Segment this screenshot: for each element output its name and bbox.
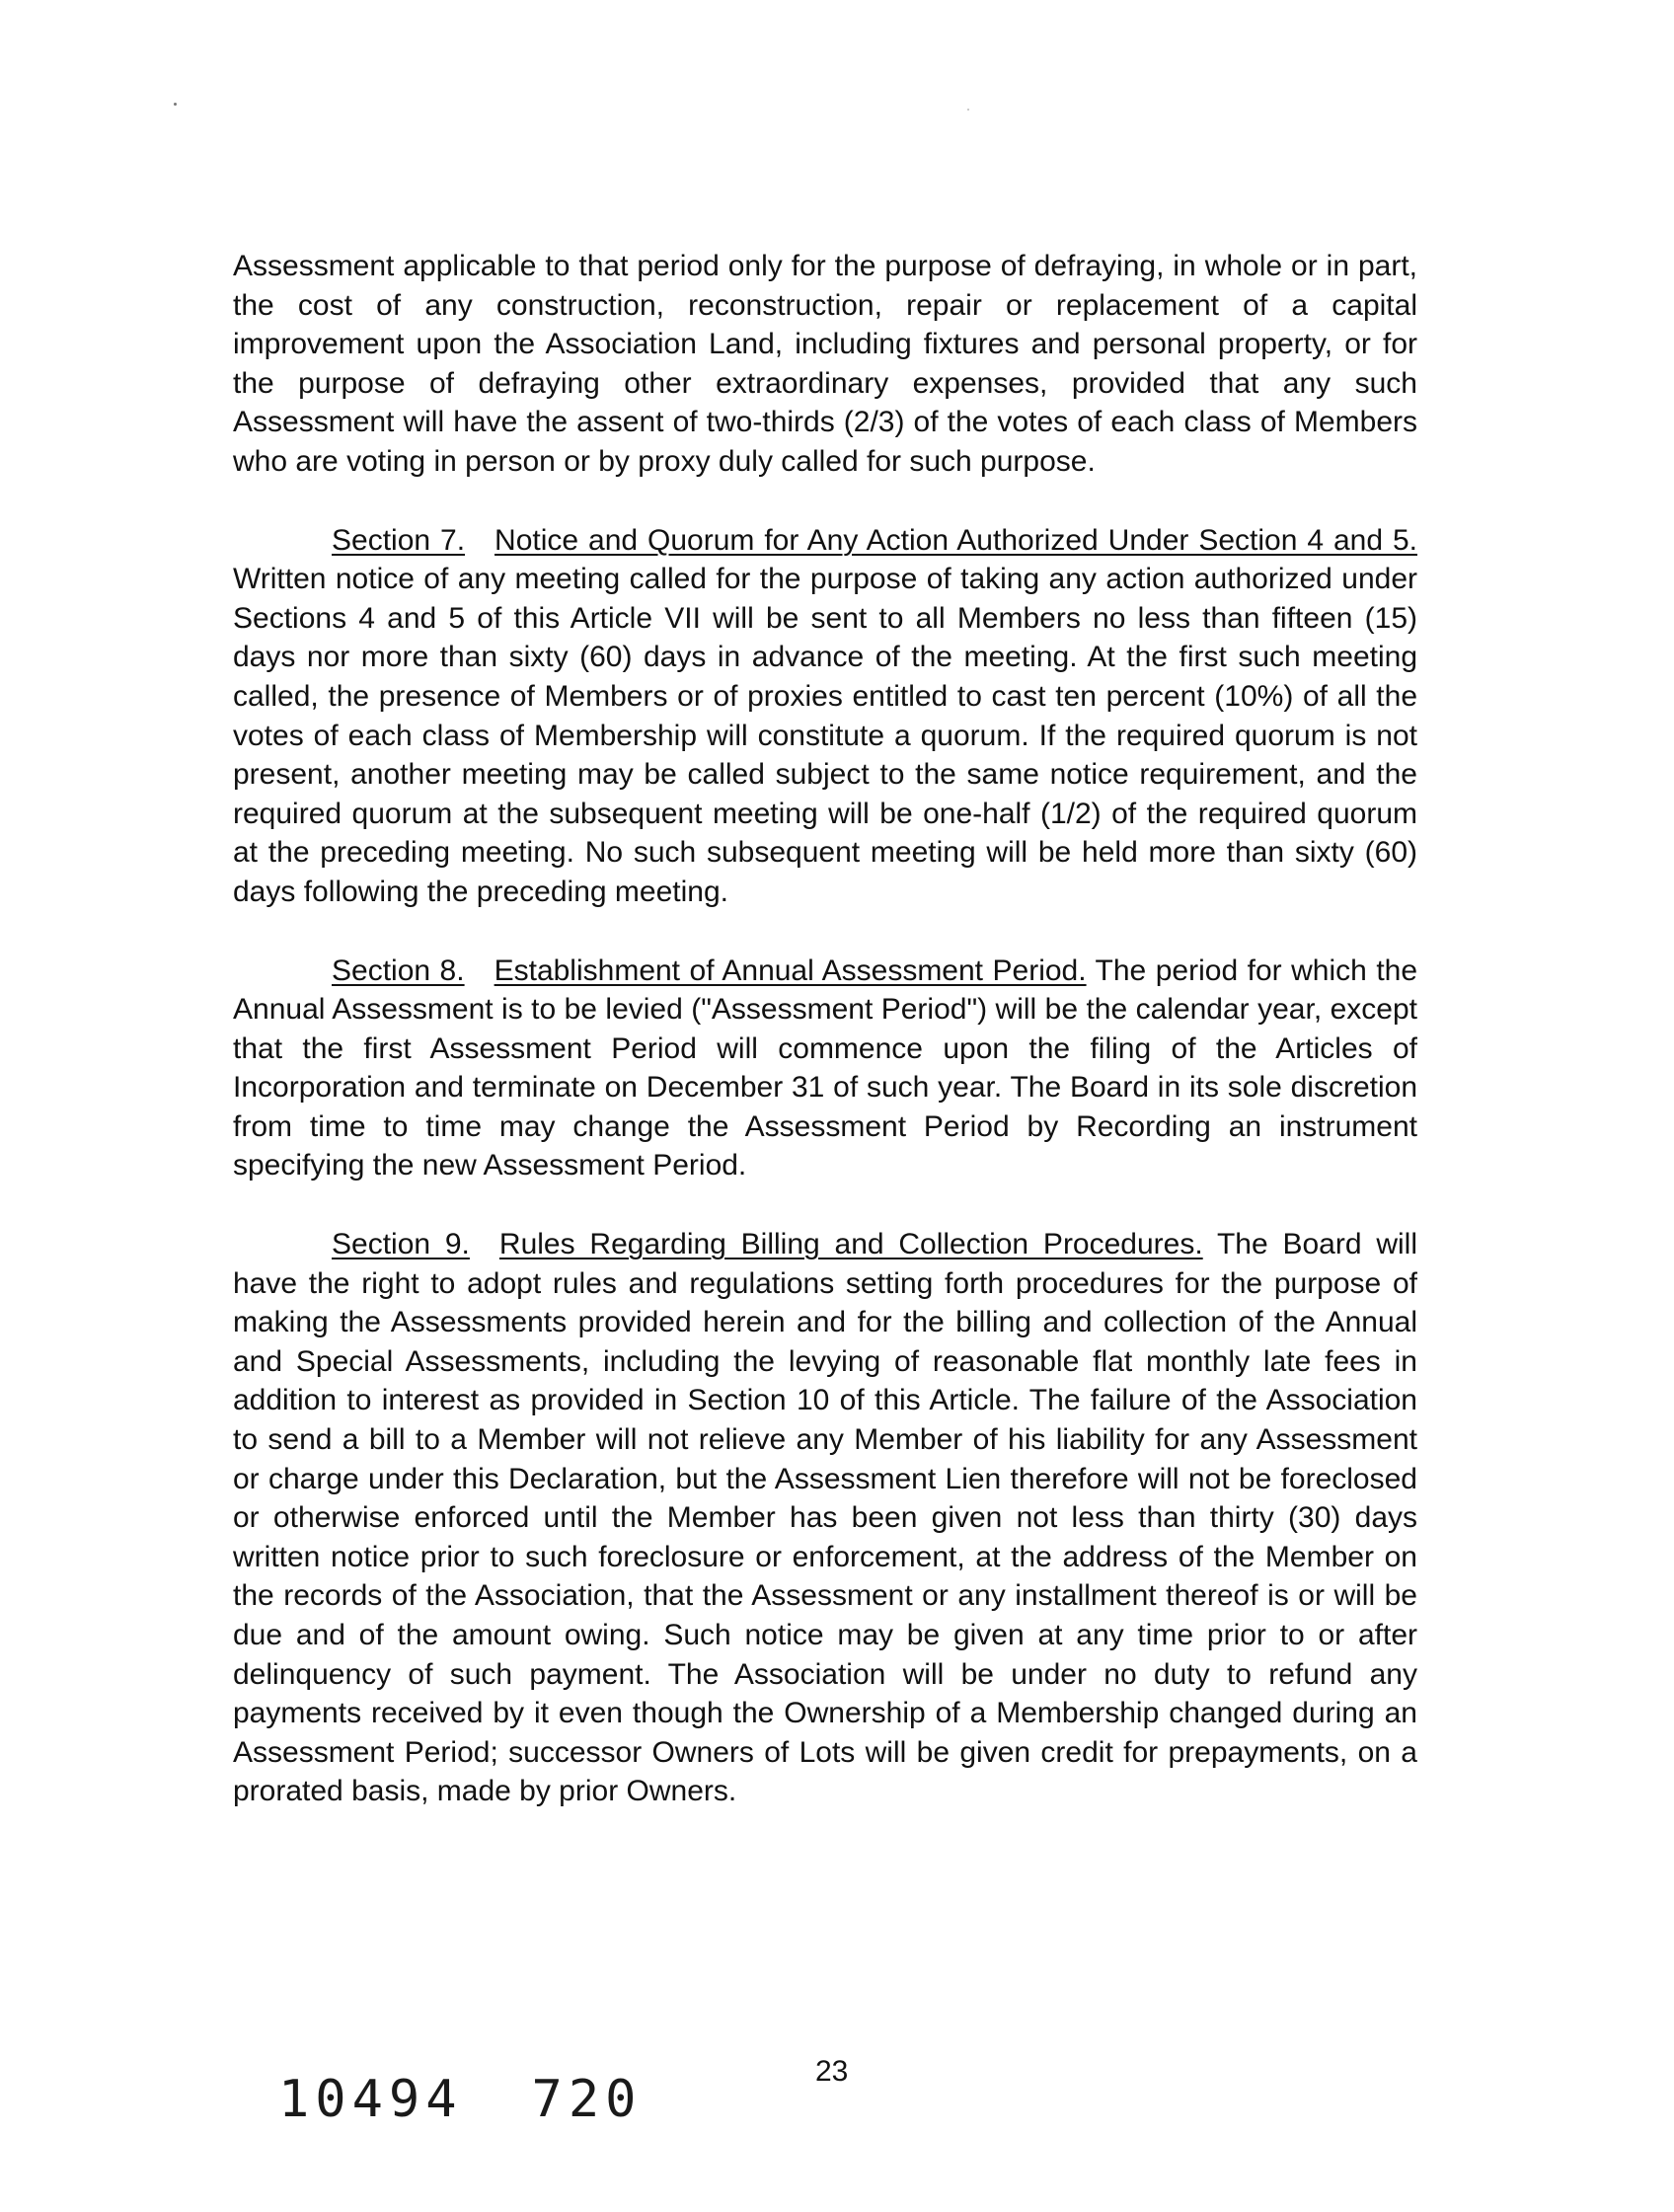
section-title: Establishment of Annual Assessment Period. <box>494 953 1087 987</box>
stamp-page-number: 720 <box>531 2070 643 2129</box>
scan-speck <box>967 109 969 111</box>
recording-stamp <box>278 2070 642 2129</box>
section-number: Section 9. <box>332 1228 470 1261</box>
document-body <box>233 247 1417 1851</box>
continuation-paragraph <box>233 247 1417 482</box>
section-title: Notice and Quorum for Any Action Authorized Under Section 4 and 5. <box>495 523 1417 557</box>
scan-speck <box>174 103 177 106</box>
section-7 <box>233 521 1417 912</box>
paragraph-text: Assessment applicable to that period only for the purpose of defraying, in whole or in part, the cost of any construction, reconstruction, repair or replacement of a capital improvement upon the Association Land, including fixtures and personal property, or for the purpose of defraying other extraordinary expenses, provided that any such Assessment will have the assent of two-thirds (2/3) of the votes of each class of Members who are voting in person or by proxy duly called for such purpose. <box>233 250 1417 478</box>
section-title: Rules Regarding Billing and Collection Procedures. <box>498 1228 1203 1261</box>
section-number: Section 8. <box>332 953 465 987</box>
section-8 <box>233 952 1417 1186</box>
section-body: The Board will have the right to adopt rules and regulations setting forth procedures for the purpose of making the Assessments provided herein and for the billing and collection of the Annual and Special Assessments, including the levying of reasonable flat monthly late fees in addition to interest as provided in Section 10 of this Article. The failure of the Association to send a bill to a Member will not relieve any Member of his liability for any Assessment or charge under this Declaration, but the Assessment Lien therefore will not be foreclosed or otherwise enforced until the Member has been given not less than thirty (30) days written notice prior to such foreclosure or enforcement, at the address of the Member on the records of the Association, that the Assessment or any installment thereof is or will be due and of the amount owing. Such notice may be given at any time prior to or after delinquency of such payment. The Association will be under no duty to refund any payments received by it even though the Ownership of a Membership changed during an Assessment Period; successor Owners of Lots will be given credit for prepayments, on a prorated basis, made by prior Owners. <box>233 1228 1418 1808</box>
page-number: 23 <box>815 2055 849 2088</box>
section-body: Written notice of any meeting called for the purpose of taking any action authorized under Sections 4 and 5 of this Article VII will be sent to all Members no less than fifteen (15) days nor more than sixty (60) days in advance of the meeting. At the first such meeting called, the presence of Members or of proxies entitled to cast ten percent (10%) of all the votes of each class of Membership will constitute a quorum. If the required quorum is not present, another meeting may be called subject to the same notice requirement, and the required quorum at the subsequent meeting will be one-half (1/2) of the required quorum at the preceding meeting. No such subsequent meeting will be held more than sixty (60) days following the preceding meeting. <box>233 563 1417 908</box>
section-9 <box>233 1225 1417 1811</box>
stamp-book-number: 10494 <box>278 2070 463 2129</box>
section-number: Section 7. <box>332 523 466 557</box>
section-body: The period for which the Annual Assessment is to be levied ("Assessment Period") will be the calendar year, except that the first Assessment Period will commence upon the filing of the Articles of Incorporation and terminate on December 31 of such year. The Board in its sole discretion from time to time may change the Assessment Period by Recording an instrument specifying the new Assessment Period. <box>233 953 1418 1182</box>
